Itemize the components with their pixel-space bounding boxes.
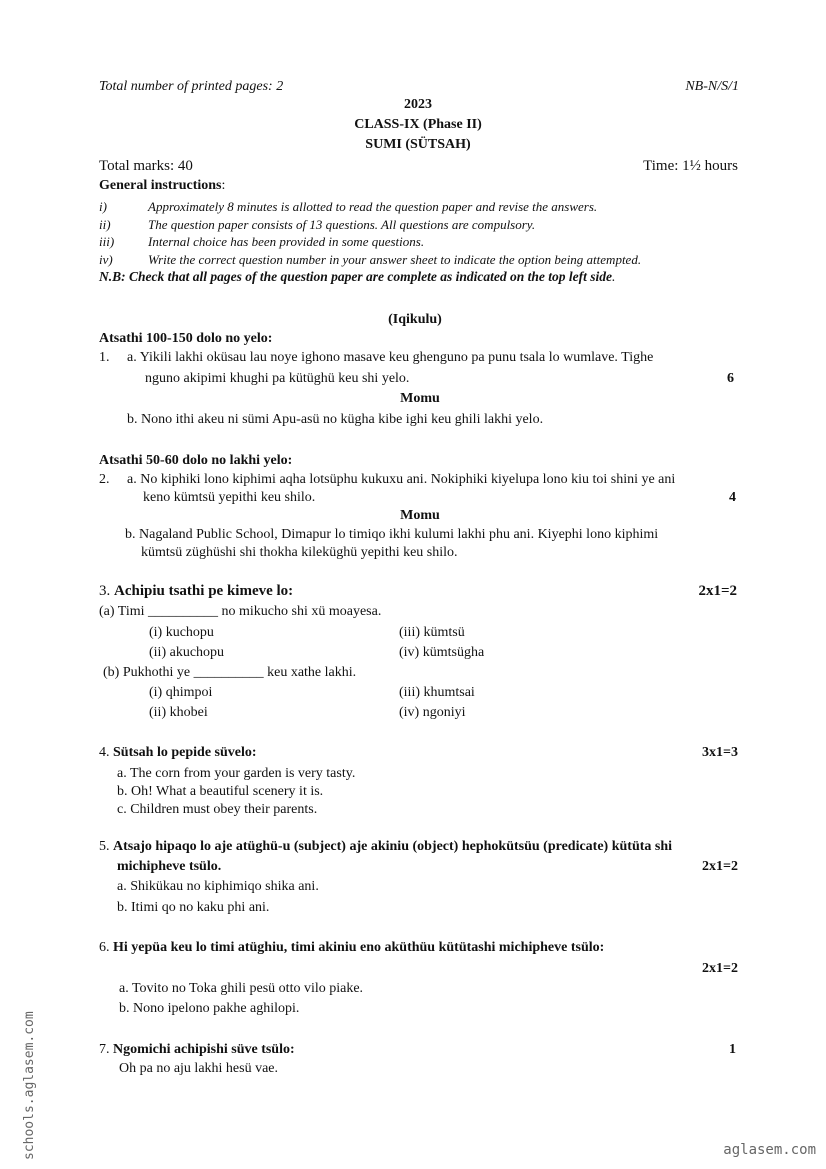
q5-heading: 5. Atsajo hipaqo lo aje atüghü-u (subject) aje akiniu (object) hephokütsüu (predicate) kütüta shi bbox=[99, 839, 673, 854]
q3a-option: (i) kuchopu bbox=[149, 625, 214, 640]
q6-heading: 6. Hi yepüa keu lo timi atüghiu, timi akiniu eno aküthüu kütütashi michipheve tsülo: bbox=[99, 940, 605, 955]
q7-heading: 7. Ngomichi achipishi süve tsülo: bbox=[99, 1042, 295, 1057]
nb-note: N.B: Check that all pages of the question paper are complete as indicated on the top left side. bbox=[99, 269, 616, 284]
instruction-number: i) bbox=[99, 199, 107, 214]
q3b-option: (iv) ngoniyi bbox=[399, 705, 466, 720]
q6-item: a. Tovito no Toka ghili pesü otto vilo piake. bbox=[119, 981, 364, 996]
total-marks: Total marks: 40 bbox=[99, 158, 193, 174]
instruction-text: Approximately 8 minutes is allotted to read the question paper and revise the answers. bbox=[148, 199, 598, 214]
side-watermark: schools.aglasem.com bbox=[22, 1011, 37, 1160]
q2-or: Momu bbox=[400, 508, 440, 523]
q3b-option: (ii) khobei bbox=[149, 705, 208, 720]
q4-item: a. The corn from your garden is very tasty. bbox=[117, 766, 356, 781]
q1-heading: Atsathi 100-150 dolo no yelo: bbox=[99, 331, 273, 346]
q2-marks: 4 bbox=[729, 490, 736, 505]
q3a-option: (iv) kümtsügha bbox=[399, 645, 485, 660]
q3-heading: 3. Achipiu tsathi pe kimeve lo: bbox=[99, 583, 294, 599]
q3a-option: (iii) kümtsü bbox=[399, 625, 465, 640]
q3b-option: (iii) khumtsai bbox=[399, 685, 475, 700]
footer-watermark: aglasem.com bbox=[723, 1142, 816, 1158]
exam-time: Time: 1½ hours bbox=[643, 158, 738, 174]
instruction-text: The question paper consists of 13 questions. All questions are compulsory. bbox=[148, 217, 536, 232]
exam-class: CLASS-IX (Phase II) bbox=[354, 117, 482, 132]
q2-option-b-cont: kümtsü züghüshi shi thokha kileküghü yepithi keu shilo. bbox=[141, 545, 458, 560]
instruction-number: iii) bbox=[99, 234, 115, 249]
q2-number: 2. bbox=[99, 472, 110, 487]
section-title: (Iqikulu) bbox=[388, 312, 442, 327]
instruction-number: iv) bbox=[99, 252, 113, 267]
q2-option-a-cont: keno kümtsü yepithi keu shilo. bbox=[143, 490, 316, 505]
q5-item: b. Itimi qo no kaku phi ani. bbox=[117, 900, 270, 915]
q3a-option: (ii) akuchopu bbox=[149, 645, 225, 660]
q1-number: 1. bbox=[99, 350, 110, 365]
instruction-text: Write the correct question number in your answer sheet to indicate the option being attempted. bbox=[148, 252, 642, 267]
q2-option-b: b. Nagaland Public School, Dimapur lo timiqo ikhi kulumi lakhi phu ani. Kiyephi lono kiphimi bbox=[125, 527, 659, 542]
printed-pages-note: Total number of printed pages: 2 bbox=[99, 79, 284, 94]
instruction-text: Internal choice has been provided in some questions. bbox=[148, 234, 425, 249]
instruction-number: ii) bbox=[99, 217, 111, 232]
q7-marks: 1 bbox=[729, 1042, 736, 1057]
q6-marks: 2x1=2 bbox=[702, 961, 738, 976]
q5-item: a. Shikükau no kiphimiqo shika ani. bbox=[117, 879, 319, 894]
q5-heading-cont: michipheve tsülo. bbox=[117, 859, 222, 874]
q3-part-b: (b) Pukhothi ye __________ keu xathe lakhi. bbox=[103, 665, 357, 680]
exam-subject: SUMI (SÜTSAH) bbox=[365, 137, 471, 152]
q1-marks: 6 bbox=[727, 371, 734, 386]
q3b-option: (i) qhimpoi bbox=[149, 685, 213, 700]
q4-item: b. Oh! What a beautiful scenery it is. bbox=[117, 784, 324, 799]
paper-code: NB-N/S/1 bbox=[685, 79, 739, 94]
q3-marks: 2x1=2 bbox=[698, 583, 737, 599]
q4-marks: 3x1=3 bbox=[702, 745, 738, 760]
q1-option-a: a. Yikili lakhi oküsau lau noye ighono masave keu ghenguno pa punu tsala lo wumlave. Tighe bbox=[127, 350, 654, 365]
q1-option-b: b. Nono ithi akeu ni sümi Apu-asü no kügha kibe ighi keu ghili lakhi yelo. bbox=[127, 412, 544, 427]
q6-item: b. Nono ipelono pakhe aghilopi. bbox=[119, 1001, 300, 1016]
q1-option-a-cont: nguno akipimi khughi pa kütüghü keu shi yelo. bbox=[145, 371, 410, 386]
q3-part-a: (a) Timi __________ no mikucho shi xü moayesa. bbox=[99, 604, 382, 619]
q1-or: Momu bbox=[400, 391, 440, 406]
q2-option-a: a. No kiphiki lono kiphimi aqha lotsüphu kukuxu ani. Nokiphiki kiyelupa lono kiu toi shini ye ani bbox=[127, 472, 676, 487]
exam-year: 2023 bbox=[404, 97, 432, 112]
q7-sentence: Oh pa no aju lakhi hesü vae. bbox=[119, 1061, 279, 1076]
q2-heading: Atsathi 50-60 dolo no lakhi yelo: bbox=[99, 453, 293, 468]
q5-marks: 2x1=2 bbox=[702, 859, 738, 874]
q4-item: c. Children must obey their parents. bbox=[117, 802, 318, 817]
q4-heading: 4. Sütsah lo pepide süvelo: bbox=[99, 745, 257, 760]
instructions-heading: General instructions: bbox=[99, 178, 226, 193]
